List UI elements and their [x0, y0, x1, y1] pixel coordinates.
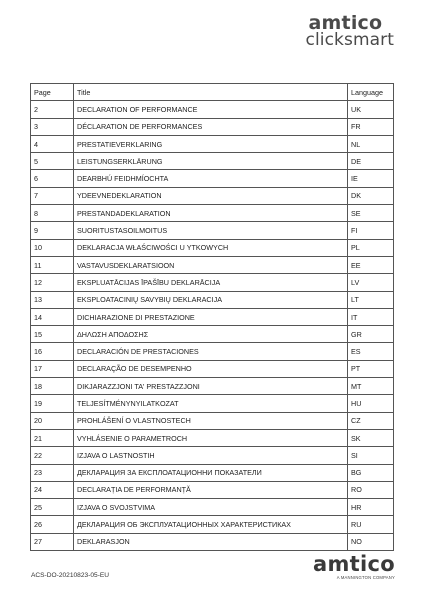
title-cell: LEISTUNGSERKLÄRUNG [74, 153, 348, 170]
language-cell: FR [348, 118, 394, 135]
table-row [31, 205, 394, 222]
page-cell: 15 [31, 326, 74, 343]
page-cell: 17 [31, 360, 74, 377]
table-row [31, 378, 394, 395]
table-row [31, 395, 394, 412]
table-row [31, 118, 394, 135]
title-cell: DICHIARAZIONE DI PRESTAZIONE [74, 308, 348, 325]
language-cell: PT [348, 360, 394, 377]
page-cell: 18 [31, 378, 74, 395]
title-cell: DEARBHÚ FEIDHMÍOCHTA [74, 170, 348, 187]
table-row [31, 308, 394, 325]
title-cell: EKSPLOATACINIŲ SAVYBIŲ DEKLARACIJA [74, 291, 348, 308]
page-cell: 9 [31, 222, 74, 239]
table-row [31, 343, 394, 360]
language-cell: HR [348, 499, 394, 516]
title-cell: DECLARAÇÃO DE DESEMPENHO [74, 360, 348, 377]
document-code: ACS-DO-20210823-05-EU [31, 572, 110, 579]
footer-logo [313, 551, 395, 580]
language-cell: CZ [348, 412, 394, 429]
brand-name: amtico [308, 12, 383, 34]
page-cell: 7 [31, 187, 74, 204]
table-row [31, 101, 394, 118]
language-cell: SK [348, 429, 394, 446]
title-cell: DEKLARACJA WŁAŚCIWOŚCI U YTKOWYCH [74, 239, 348, 256]
table-row [31, 274, 394, 291]
title-cell: ДЕКЛАРАЦИЯ ЗА ЕКСПЛОАТАЦИОННИ ПОКАЗАТЕЛИ [74, 464, 348, 481]
language-cell: UK [348, 101, 394, 118]
language-cell: MT [348, 378, 394, 395]
product-name: clicksmart [305, 30, 394, 50]
page-cell: 20 [31, 412, 74, 429]
page-cell: 19 [31, 395, 74, 412]
footer-brand-name: amtico [313, 551, 395, 576]
title-cell: EKSPLUATĀCIJAS ĪPAŠĪBU DEKLARĀCIJA [74, 274, 348, 291]
language-cell: LV [348, 274, 394, 291]
page-cell: 3 [31, 118, 74, 135]
page-cell: 16 [31, 343, 74, 360]
page-cell: 23 [31, 464, 74, 481]
table-row [31, 447, 394, 464]
title-cell: TELJESÍTMÉNYNYILATKOZAT [74, 395, 348, 412]
title-cell: ДЕКЛАРАЦИЯ ОБ ЭКСПЛУАТАЦИОННЫХ ХАРАКТЕРИСТИКАХ [74, 516, 348, 533]
title-cell: IZJAVA O SVOJSTVIMA [74, 499, 348, 516]
title-cell: DÉCLARATION DE PERFORMANCES [74, 118, 348, 135]
title-cell: PRESTATIEVERKLARING [74, 135, 348, 152]
column-header-title: Title [74, 84, 348, 101]
title-cell: DIKJARAZZJONI TA' PRESTAZZJONI [74, 378, 348, 395]
language-cell: DE [348, 153, 394, 170]
page-cell: 14 [31, 308, 74, 325]
page-cell: 6 [31, 170, 74, 187]
table-row [31, 135, 394, 152]
declarations-table [30, 83, 394, 551]
language-cell: RO [348, 481, 394, 498]
page-cell: 26 [31, 516, 74, 533]
table-row [31, 170, 394, 187]
page-cell: 22 [31, 447, 74, 464]
page-cell: 10 [31, 239, 74, 256]
table-row [31, 429, 394, 446]
page-cell: 12 [31, 274, 74, 291]
title-cell: SUORITUSTASOILMOITUS [74, 222, 348, 239]
language-cell: FI [348, 222, 394, 239]
table-row [31, 481, 394, 498]
table-row [31, 464, 394, 481]
page-cell: 21 [31, 429, 74, 446]
column-header-page: Page [31, 84, 74, 101]
language-cell: NL [348, 135, 394, 152]
page-cell: 4 [31, 135, 74, 152]
language-cell: HU [348, 395, 394, 412]
page-cell: 13 [31, 291, 74, 308]
table-row [31, 222, 394, 239]
title-cell: IZJAVA O LASTNOSTIH [74, 447, 348, 464]
table-header-row [31, 84, 394, 101]
header-logo [306, 14, 394, 49]
title-cell: VASTAVUSDEKLARATSIOON [74, 256, 348, 273]
language-cell: NO [348, 533, 394, 550]
language-cell: SE [348, 205, 394, 222]
language-cell: LT [348, 291, 394, 308]
footer-tagline: A MANNINGTON COMPANY [336, 574, 395, 580]
language-cell: SI [348, 447, 394, 464]
language-cell: IE [348, 170, 394, 187]
language-cell: RU [348, 516, 394, 533]
language-cell: ES [348, 343, 394, 360]
table-row [31, 291, 394, 308]
title-cell: DEKLARASJON [74, 533, 348, 550]
page-cell: 25 [31, 499, 74, 516]
title-cell: ΔΗΛΩΣΗ ΑΠΟΔΟΣΗΣ [74, 326, 348, 343]
language-cell: GR [348, 326, 394, 343]
title-cell: VYHLÁSENIE O PARAMETROCH [74, 429, 348, 446]
table-row [31, 153, 394, 170]
table-row [31, 533, 394, 550]
table-row [31, 187, 394, 204]
title-cell: DECLARAȚIA DE PERFORMANȚĂ [74, 481, 348, 498]
language-cell: BG [348, 464, 394, 481]
language-cell: DK [348, 187, 394, 204]
page-cell: 27 [31, 533, 74, 550]
page-cell: 11 [31, 256, 74, 273]
table-row [31, 360, 394, 377]
title-cell: DECLARATION OF PERFORMANCE [74, 101, 348, 118]
page-cell: 8 [31, 205, 74, 222]
page-cell: 24 [31, 481, 74, 498]
title-cell: YDEEVNEDEKLARATION [74, 187, 348, 204]
table-row [31, 256, 394, 273]
language-cell: EE [348, 256, 394, 273]
table-row [31, 412, 394, 429]
table-row [31, 326, 394, 343]
table-body [31, 101, 394, 551]
language-cell: PL [348, 239, 394, 256]
title-cell: PROHLÁŠENÍ O VLASTNOSTECH [74, 412, 348, 429]
table-row [31, 239, 394, 256]
page-cell: 5 [31, 153, 74, 170]
title-cell: PRESTANDADEKLARATION [74, 205, 348, 222]
page-cell: 2 [31, 101, 74, 118]
language-cell: IT [348, 308, 394, 325]
title-cell: DECLARACIÓN DE PRESTACIONES [74, 343, 348, 360]
table-row [31, 499, 394, 516]
column-header-language: Language [348, 84, 394, 101]
table-row [31, 516, 394, 533]
